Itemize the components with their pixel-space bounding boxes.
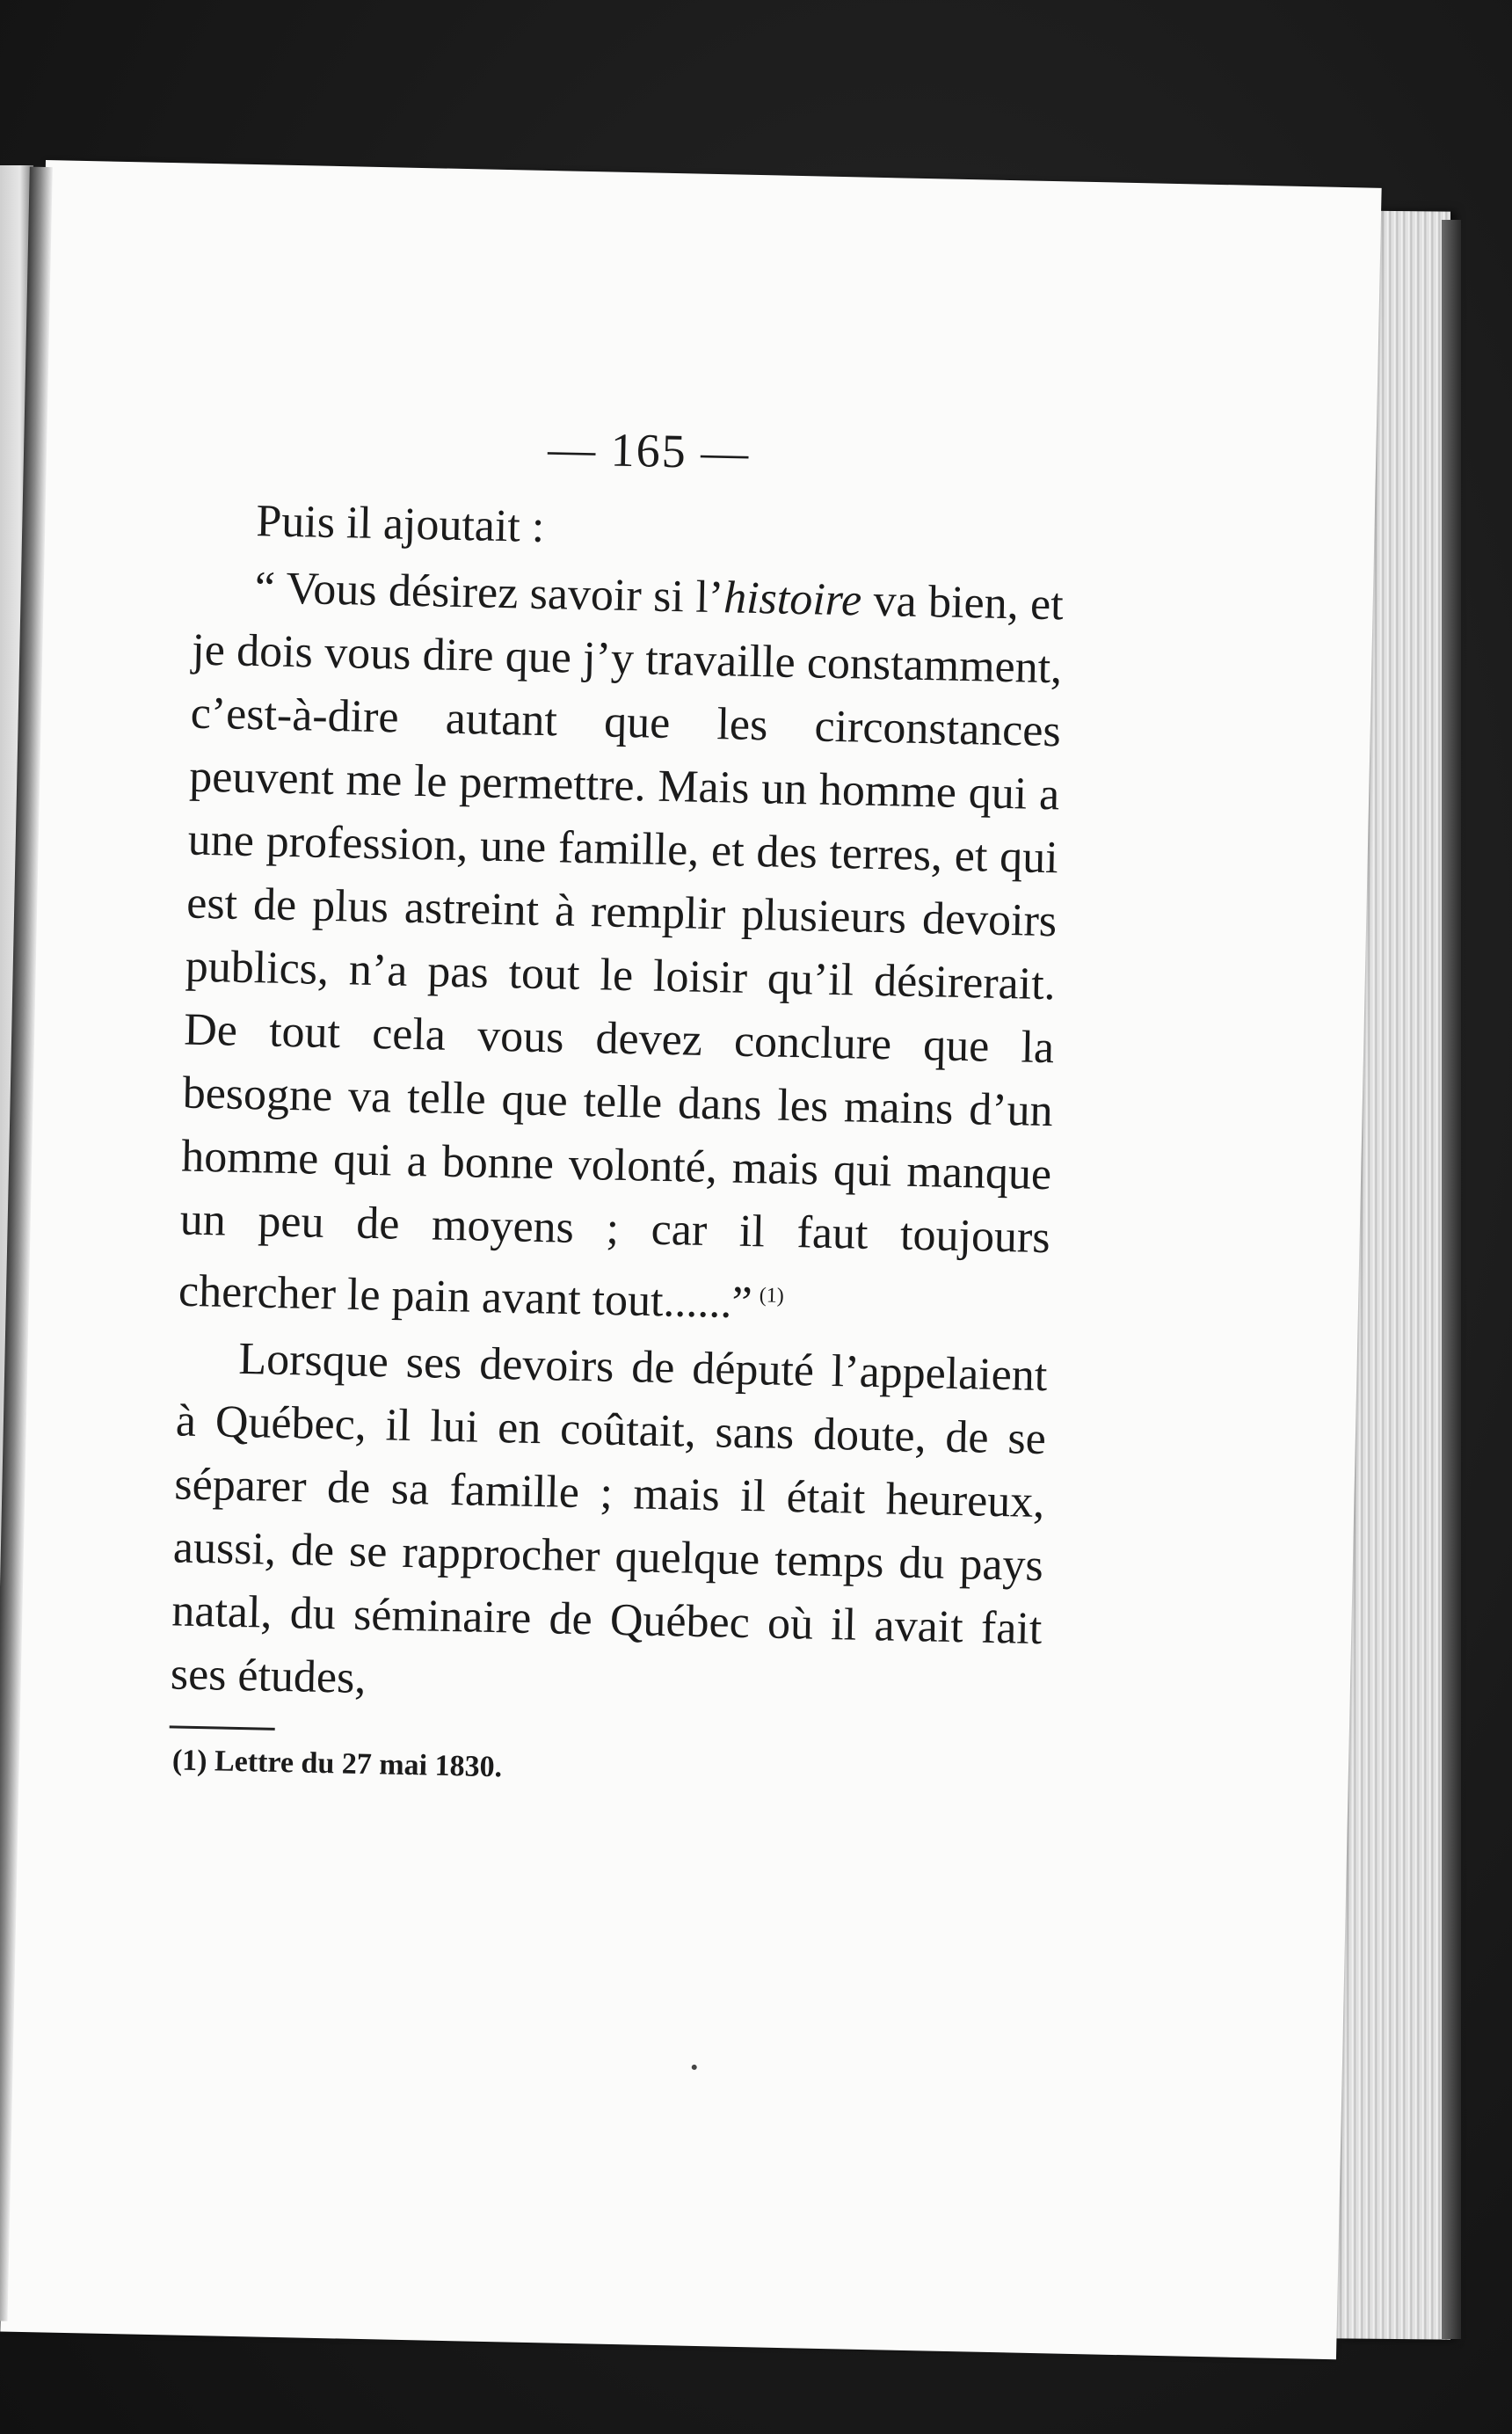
- paragraph-2-italic-word: histoire: [723, 572, 862, 626]
- book-page: [0, 160, 1381, 2359]
- page-number: — 165 —: [547, 422, 751, 479]
- paragraph-2: [178, 556, 1064, 1342]
- page-stack-shadow: [1442, 220, 1461, 2339]
- paragraph-2-text-a: “ Vous désirez savoir si l’: [254, 563, 724, 623]
- paragraph-3: [170, 1327, 1048, 1725]
- paragraph-2-text-b: va bien, et je dois vous dire que j’y travaille constamment, c’est-à-dire autant que les circonstances peuvent me le permettre. Mais un homme qui a une profession, une famille, et des terres, et qui est de plus astreint à remplir plusieurs devoirs publics, n’a pas tout le loisir qu’il désirerait. De tout cela vous devez conclure que la besogne va telle que telle dans les mains d’un homme qui a bonne volonté, mais qui manque un peu de moyens ; car il faut toujours chercher le pain avant tout......”: [178, 575, 1065, 1329]
- paper-speck: [692, 2065, 697, 2070]
- footnote-text: (1) Lettre du 27 mai 1830.: [171, 1744, 503, 1784]
- page-text-block: [168, 410, 1067, 1802]
- paragraph-1-text: Puis il ajoutait :: [255, 496, 545, 552]
- paragraph-3-text: Lorsque ses devoirs de député l’appelaient à Québec, il lui en coûtait, sans doute, de se séparer de sa famille ; mais il était heureux, aussi, de se rapprocher quelque temps du pays natal, du séminaire de Québec où il avait fait ses études,: [170, 1334, 1048, 1704]
- footnote-reference-mark: (1): [759, 1284, 784, 1308]
- footnote-divider: [170, 1726, 275, 1731]
